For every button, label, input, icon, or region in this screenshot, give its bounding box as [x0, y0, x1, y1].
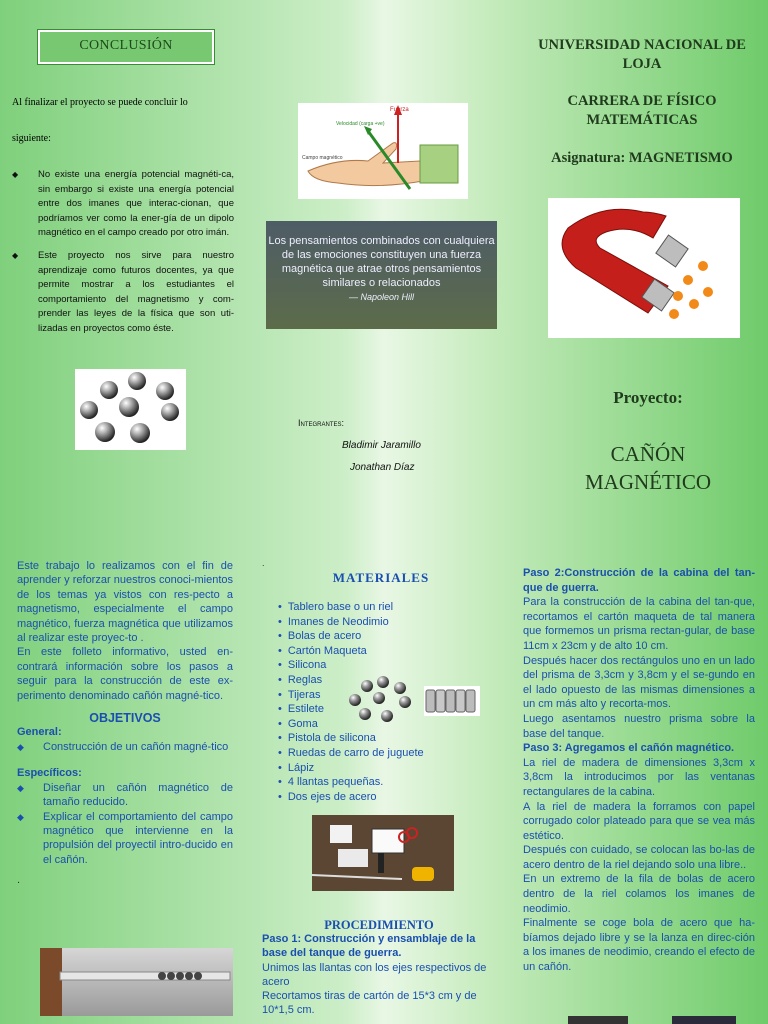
paso1-line: Recortamos tiras de cartón de 15*3 cm y de 10*1,5 cm.	[262, 990, 477, 1017]
procedimiento-title: PROCEDIMIENTO	[324, 918, 434, 932]
diamond-bullet-icon: ◆	[17, 782, 24, 793]
list-item: • Dos ejes de acero	[266, 790, 496, 805]
project-label: Proyecto:	[613, 388, 683, 407]
conclusion-bullet: ◆ Este proyecto nos sirve para nuestro aprendizaje como futuros docentes, ya que permite mostrar a los estudiantes el comportamiento del magnetismo y com-prender las leyes de la física que son uti-lizadas en proyectos como éste.	[12, 249, 234, 337]
paso1-line: Unimos las llantas con los ejes respectivos de acero	[262, 961, 487, 988]
napoleon-hill-quote	[266, 221, 497, 329]
bottom-photo-fragment	[672, 1016, 736, 1024]
list-item: • Goma	[266, 717, 496, 732]
list-item: • Ruedas de carro de juguete	[266, 746, 496, 761]
paso3-paragraph: La riel de madera de dimensiones 3,3cm x 3,8cm la introducimos por las ventanas rectangulares de la cabina.	[523, 756, 755, 798]
paso2-paragraph: Después hacer dos rectángulos uno en un lado del prisma de 3,3cm y 3,8cm y el se-gundo en el lado opuesto de las mismas dimensiones a un cm más alto y recorta-mos.	[523, 654, 755, 711]
member-name: Bladimir Jaramillo	[342, 440, 421, 451]
objective-item: ◆ Explicar el comportamiento del campo magnético que intervienne en la propulsión del proyectil intro-ducido en el cañón.	[17, 810, 233, 866]
conclusion-bullets	[12, 168, 234, 345]
trailing-dot: .	[17, 874, 21, 887]
horseshoe-magnet-image	[548, 198, 740, 338]
quote-author: — Napoleon Hill	[348, 292, 415, 302]
objetivos-title: OBJETIVOS	[89, 711, 161, 726]
paso3-title: Paso 3: Agregamos el cañón magnético.	[523, 742, 735, 755]
especificos-label: Específicos:	[17, 767, 82, 780]
paso3-paragraph: A la riel de madera la forramos con papel corrugado color plateado para que se vea más estético.	[523, 800, 755, 842]
list-item: • Silicona	[266, 658, 496, 673]
list-item: • Tijeras	[266, 688, 496, 703]
materials-photo	[312, 815, 454, 891]
right-hand-rule-diagram	[298, 103, 468, 199]
velocidad-label: Velocidad (carga +ve)	[336, 121, 385, 127]
university-name: UNIVERSIDAD NACIONAL DE LOJA	[538, 37, 746, 72]
conclusion-intro: Al finalizar el proyecto se puede concluir lo	[12, 97, 188, 108]
procedimiento-section	[262, 918, 496, 1017]
list-item: • Estilete	[266, 702, 496, 717]
diamond-bullet-icon: ◆	[17, 811, 24, 822]
neodymium-magnets-image	[424, 686, 480, 716]
paso2-paragraph: Para la construcción de la cabina del tan-que, recortamos el cartón maqueta de tal manera que formemos un prisma rectan-gular, de base 11cm x 23cm y de alto 10 cm.	[523, 596, 755, 652]
paso2-title: Paso 2:Construcción de la cabina del tan-que de guerra.	[523, 567, 755, 594]
conclusion-intro-2: siguiente:	[12, 133, 51, 144]
objective-item: ◆ Diseñar un cañón magnético de tamaño reducido.	[17, 781, 233, 809]
list-item: • Lápiz	[266, 761, 496, 776]
paso3-paragraph: Finalmente se coge bola de acero que ha-bíamos dejado libre y se la lanza en direc-ción a los imanes de neodimio, creando el efecto de un cañón.	[523, 917, 755, 974]
campo-label: Campo magnético	[302, 155, 343, 161]
conclusion-title-box: CONCLUSIÓN	[38, 30, 214, 64]
quote-text: Los pensamientos combinados con cualquiera de las emociones constituyen una fuerza magnética que atrae otros pensamientos similares o relacionados	[268, 235, 495, 289]
fuerza-label: Fuerza	[390, 107, 409, 113]
bottom-photo-fragment	[568, 1016, 628, 1024]
list-item: • Reglas	[266, 673, 496, 688]
paso2-paragraph: Luego asentamos nuestro prisma sobre la base del tanque.	[523, 712, 755, 740]
diamond-bullet-icon: ◆	[12, 250, 19, 260]
list-item: • 4 llantas pequeñas.	[266, 775, 496, 790]
paso3-paragraph: En un extremo de la fila de bolas de acero dentro de la riel colamos los imanes de neodimio.	[523, 873, 755, 915]
list-item: • Pistola de silicona	[266, 731, 496, 746]
steel-balls-image	[75, 369, 186, 450]
list-item: • Bolas de acero	[266, 629, 496, 644]
magnetic-rail-photo	[40, 948, 233, 1016]
paso1-title: Paso 1: Construcción y ensamblaje de la base del tanque de guerra.	[262, 933, 476, 960]
intro-paragraph-2: En este folleto informativo, usted en-contrará información sobre los pasos a seguir para la construcción de este ex-perimento denominado cañón magné-tico.	[17, 646, 233, 702]
materiales-title: MATERIALES	[332, 570, 430, 585]
paso3-paragraph: Después con cuidado, se colocan las bo-las de acero dentro de la riel dejando solo una libre..	[523, 844, 755, 871]
general-label: General:	[17, 726, 62, 739]
career-name: CARRERA DE FÍSICO MATEMÁTICAS	[567, 93, 717, 128]
objective-item: ◆ Construcción de un cañón magné-tico	[17, 740, 229, 753]
list-item: • Imanes de Neodimio	[266, 615, 496, 630]
project-title: CAÑÓN MAGNÉTICO	[585, 442, 711, 494]
intro-paragraph-1: Este trabajo lo realizamos con el fin de aprender y reforzar nuestros conoci-mientos de los temas ya vistos con res-pecto a magnetismo, especialmente el campo magnético, fuerza magnética que utilizamos al realizar este proyec-to .	[17, 560, 233, 645]
member-name: Jonathan Díaz	[350, 462, 415, 473]
list-item: • Tablero base o un riel	[266, 600, 496, 615]
diamond-bullet-icon: ◆	[17, 741, 24, 752]
intro-column	[17, 559, 233, 888]
stray-dot: .	[262, 558, 265, 568]
steel-balls-small-image	[345, 676, 415, 724]
list-item: • Cartón Maqueta	[266, 644, 496, 659]
integrantes-label: Integrantes:	[298, 418, 345, 428]
subject-name: Asignatura: MAGNETISMO	[551, 150, 733, 166]
procedimiento-column	[523, 566, 755, 975]
diamond-bullet-icon: ◆	[12, 170, 19, 179]
conclusion-bullet: ◆ No existe una energía potencial magnéti-ca, sin embargo si existe una energía potencial entre dos imanes que interac-cionan, que podríamos ver como la ener-gía de un dipolo magnético en el campo creado por otro imán.	[12, 168, 234, 241]
